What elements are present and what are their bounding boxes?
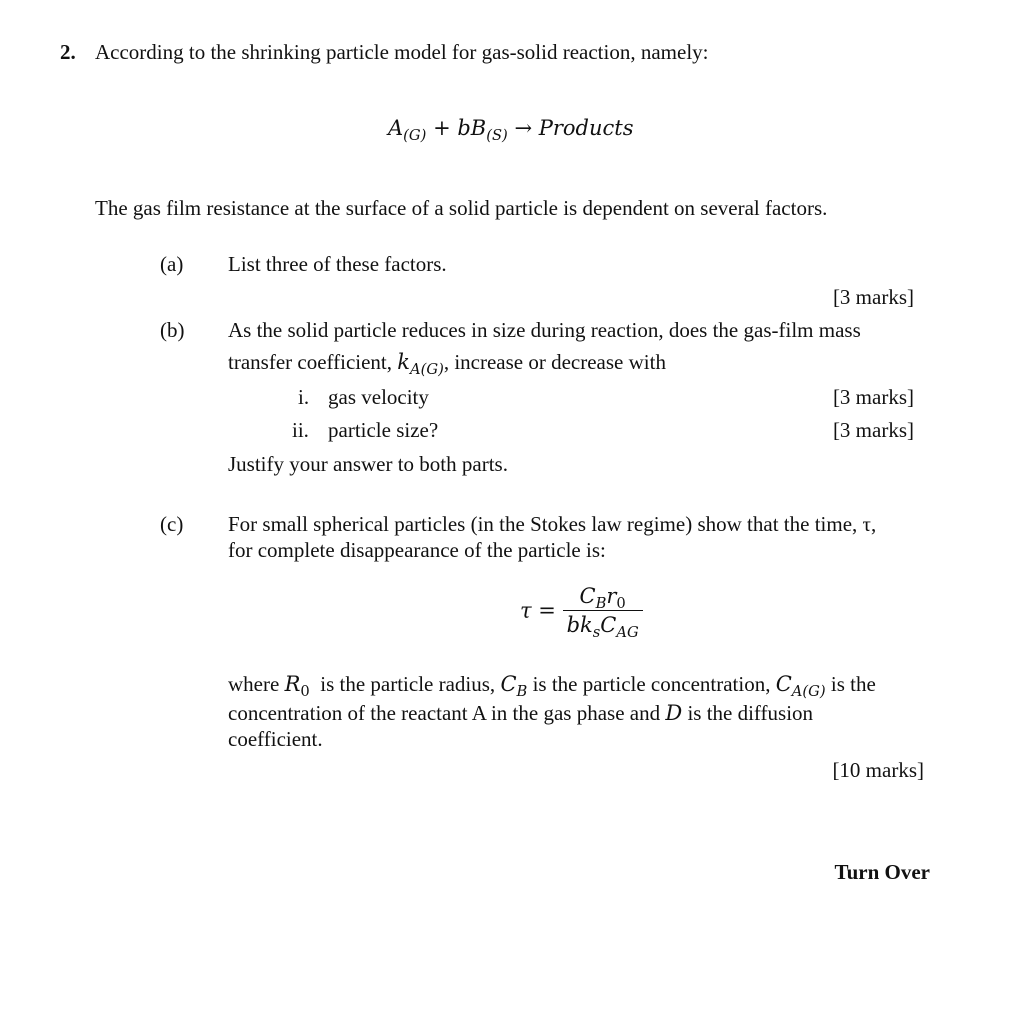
ca-symbol <box>775 672 826 701</box>
part-a-text: List three of these factors. <box>228 252 447 276</box>
radius-sub: 0 <box>300 683 310 701</box>
cb-symbol <box>500 672 528 701</box>
question-intro: According to the shrinking particle model for gas-solid reaction, namely: <box>95 40 709 64</box>
numerator-c: C <box>579 584 596 608</box>
turn-over: Turn Over <box>834 860 930 884</box>
sub-item-1-marks: [3 marks] <box>832 385 914 409</box>
sub-item-2-num: ii. <box>292 418 309 442</box>
where-text-1: where <box>228 672 285 696</box>
products: Products <box>538 116 634 140</box>
part-b-justify: Justify your answer to both parts. <box>228 452 508 476</box>
disappearance-time-formula <box>520 584 643 642</box>
numerator-r: r <box>606 584 617 608</box>
cb-sub: B <box>516 683 528 701</box>
sub-item-2-text: particle size? <box>328 418 439 442</box>
denominator-c-sub: AG <box>616 624 639 642</box>
part-c-label: (c) <box>160 512 184 536</box>
part-b-line2-pre: transfer coefficient, <box>228 350 398 374</box>
formula-lhs: τ = <box>520 598 556 623</box>
radius-symbol <box>284 672 310 701</box>
where-line2 <box>228 701 813 726</box>
k-symbol: k <box>397 350 411 374</box>
k-subscript: A(G) <box>410 361 444 379</box>
question-statement: The gas film resistance at the surface of a solid particle is dependent on several factors. <box>95 196 828 220</box>
part-b-line2-post: , increase or decrease with <box>443 350 666 374</box>
sub-item-1-text: gas velocity <box>328 385 429 409</box>
denominator-bk: bk <box>566 613 593 637</box>
mass-transfer-coefficient <box>397 350 444 379</box>
where-text-3: is the particle concentration, <box>527 672 776 696</box>
ca-c: C <box>775 672 792 696</box>
reactant-b-phase: (S) <box>486 127 508 145</box>
formula-denominator <box>563 611 643 642</box>
ca-sub: A(G) <box>791 683 826 701</box>
reactant-a: A <box>388 116 404 140</box>
where-line1 <box>228 672 876 701</box>
part-c-line2: for complete disappearance of the particle is: <box>228 538 606 562</box>
denominator-c: C <box>600 613 617 637</box>
formula-numerator <box>563 584 643 611</box>
formula-fraction <box>563 584 643 642</box>
part-a-marks: [3 marks] <box>832 285 914 309</box>
part-b-line2 <box>228 350 666 379</box>
numerator-r-sub: 0 <box>616 595 626 613</box>
numerator-c-sub: B <box>595 595 607 613</box>
where-text-4: is the <box>825 672 876 696</box>
sub-item-1-num: i. <box>298 385 310 409</box>
sub-item-2-marks: [3 marks] <box>832 418 914 442</box>
part-c-line1: For small spherical particles (in the Stokes law regime) show that the time, τ, <box>228 512 877 536</box>
part-b-line1: As the solid particle reduces in size during reaction, does the gas-film mass <box>228 318 861 342</box>
diffusion-symbol: D <box>665 701 683 725</box>
radius-r: R <box>284 672 301 696</box>
part-b-label: (b) <box>160 318 185 342</box>
part-a-label: (a) <box>160 252 184 276</box>
where-line3: coefficient. <box>228 727 323 751</box>
where-line2-pre: concentration of the reactant A in the gas phase and <box>228 701 666 725</box>
plus-sign: + <box>433 116 451 140</box>
where-text-2: is the particle radius, <box>309 672 501 696</box>
arrow-icon: → <box>514 116 533 140</box>
reactant-b: bB <box>457 116 487 140</box>
denominator-bk-sub: s <box>592 624 601 642</box>
where-line2-post: is the diffusion <box>682 701 814 725</box>
part-c-marks: [10 marks] <box>832 758 924 782</box>
question-number: 2. <box>60 40 76 64</box>
reaction-equation <box>388 116 634 145</box>
reactant-a-phase: (G) <box>403 127 427 145</box>
cb-c: C <box>500 672 517 696</box>
